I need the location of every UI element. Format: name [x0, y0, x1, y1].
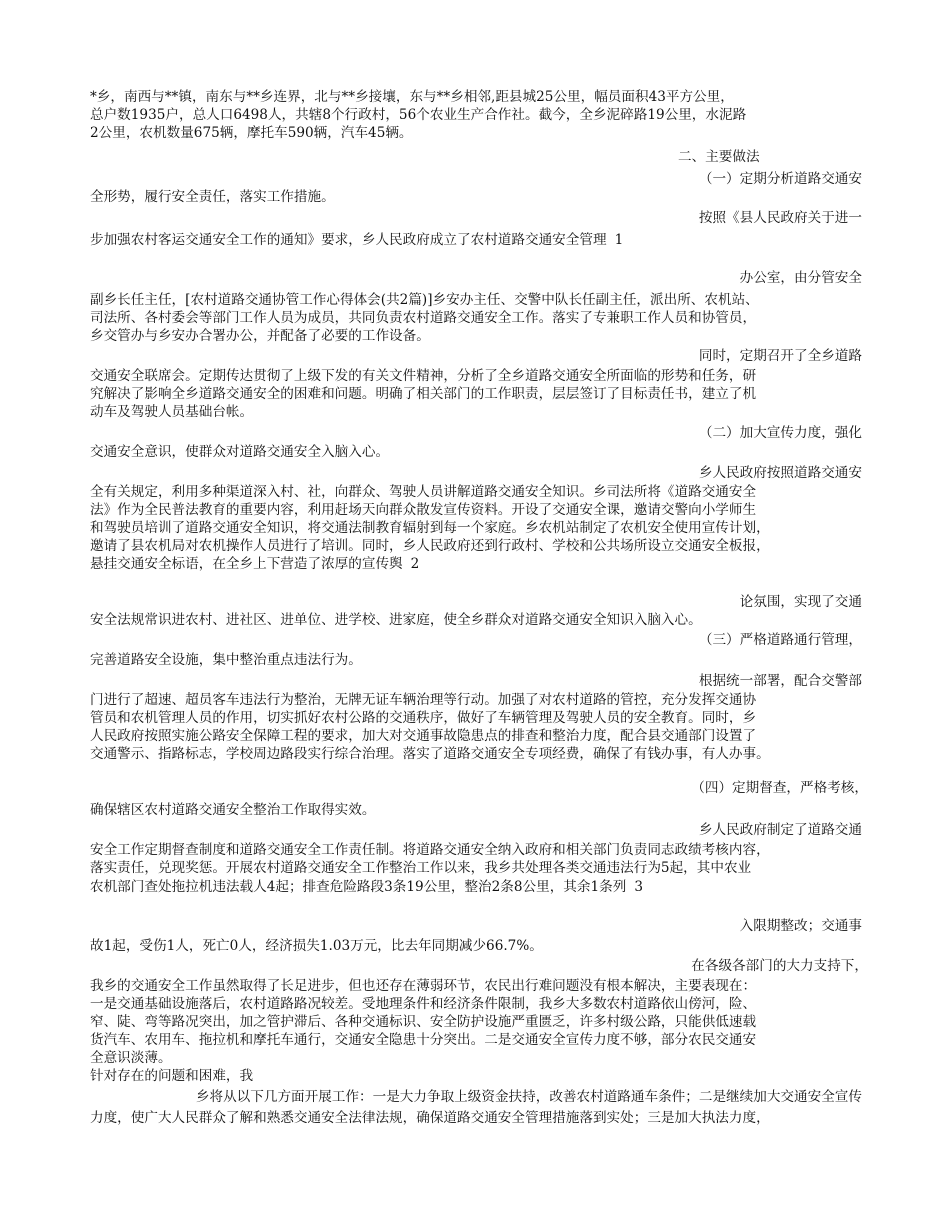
page-continuation: 论氛围，实现了交通 [739, 594, 862, 610]
paragraph-start: 在各级各部门的大力支持下， [691, 958, 868, 974]
text-line: 针对存在的问题和困难，我 [90, 1068, 254, 1084]
page-continuation: 入限期整改；交通事 [739, 918, 862, 934]
page-number: 2 [410, 556, 420, 572]
text-line: 法》作为全民普法教育的重要内容，利用赶场天向群众散发宣传资料。开设了交通安全课，邀请交警向小学师生 [90, 502, 757, 518]
page-number: 3 [634, 879, 643, 895]
subsection-heading-cont: 确保辖区农村道路交通安全整治工作取得实效。 [90, 802, 376, 818]
text-line: 总户数1935户，总人口6498人，共辖8个行政村，56个农业生产合作社。截今，全乡泥碎路19公里，水泥路 [90, 107, 747, 123]
text-line: 力度，使广大人民群众了解和熟悉交通安全法律法规，确保道路交通安全管理措施落到实处；三是加大执法力度， [90, 1110, 770, 1126]
page-continuation: 办公室，由分管安全 [739, 270, 862, 286]
text-line: 落实责任，兑现奖惩。开展农村道路交通安全工作整治工作以来，我乡共处理各类交通违法行为5起，其中农业 [90, 860, 752, 876]
text-line: 农机部门查处拖拉机违法载人4起；排查危险路段3条19公里，整治2条8公里，其余1条列 3 [90, 879, 643, 895]
text-line: 交通安全联席会。定期传达贯彻了上级下发的有关文件精神，分析了全乡道路交通安全所面临的形势和任务，研 [90, 368, 757, 384]
text-line: 2公里，农机数量675辆，摩托车590辆，汽车45辆。 [90, 125, 413, 141]
paragraph-start: 按照《县人民政府关于进一 [698, 210, 862, 226]
text-line: 交通警示、指路标志，学校周边路段实行综合治理。落实了道路交通安全专项经费，确保了有钱办事，有人办事。 [90, 746, 770, 762]
text-line: 悬挂交通安全标语，在全乡上下营造了浓厚的宣传舆 2 [90, 556, 420, 572]
text-line: 全有关规定，利用多种渠道深入村、社，向群众、驾驶人员讲解道路交通安全知识。乡司法所将《道路交通安全 [90, 484, 757, 500]
text-line: 全意识淡薄。 [90, 1050, 172, 1066]
text-line: 管员和农机管理人员的作用，切实抓好农村公路的交通秩序，做好了车辆管理及驾驶人员的安全教育。同时，乡 [90, 710, 757, 726]
subsection-heading: （四）定期督查，严格考核， [691, 780, 868, 796]
subsection-heading: （三）严格道路通行管理， [698, 632, 862, 648]
text-line: 司法所、各村委会等部门工作人员为成员，共同负责农村道路交通安全工作。落实了专兼职工作人员和协管员， [90, 310, 757, 326]
text-line: 我乡的交通安全工作虽然取得了长足进步，但也还存在薄弱环节，农民出行难问题没有根本解决，主要表现在： [90, 978, 757, 994]
paragraph-start: 乡将从以下几方面开展工作：一是大力争取上级资金扶持，改善农村道路通车条件；二是继续加大交通安全宣传 [195, 1089, 862, 1105]
text-line: 副乡长任主任，[农村道路交通协管工作心得体会(共2篇)]乡安办主任、交警中队长任副主任，派出所、农机站、 [90, 292, 759, 308]
text-line: 故1起，受伤1人，死亡0人，经济损失1.03万元，比去年同期减少66.7%。 [90, 938, 543, 954]
text-line: 步加强农村客运交通安全工作的通知》要求，乡人民政府成立了农村道路交通安全管理 1 [90, 232, 624, 248]
text-line: 门进行了超速、超员客车违法行为整治，无牌无证车辆治理等行动。加强了对农村道路的管控，充分发挥交通协 [90, 692, 757, 708]
text-line: 一是交通基础设施落后，农村道路路况较差。受地理条件和经济条件限制，我乡大多数农村道路依山傍河，险、 [90, 996, 757, 1012]
text-line: 和驾驶员培训了道路交通安全知识，将交通法制教育辐射到每一个家庭。乡农机站制定了农机安全使用宣传计划， [90, 520, 770, 536]
subsection-heading-cont: 全形势，履行安全责任，落实工作措施。 [90, 189, 335, 205]
text-line: 人民政府按照实施公路安全保障工程的要求，加大对交通事故隐患点的排查和整治力度，配合县交通部门设置了 [90, 728, 757, 744]
subsection-heading-cont: 完善道路安全设施，集中整治重点违法行为。 [90, 652, 362, 668]
page-number: 1 [614, 232, 624, 248]
paragraph-start: 乡人民政府按照道路交通安 [698, 465, 862, 481]
paragraph-start: 同时，定期召开了全乡道路 [698, 348, 862, 364]
subsection-heading: （一）定期分析道路交通安 [698, 171, 862, 187]
text-line: 安全法规常识进农村、进社区、进单位、进学校、进家庭，使全乡群众对道路交通安全知识入脑入心。 [90, 612, 702, 628]
paragraph-start: 乡人民政府制定了道路交通 [698, 822, 862, 838]
text-line: 邀请了县农机局对农机操作人员进行了培训。同时，乡人民政府还到行政村、学校和公共场所设立交通安全板报， [90, 538, 770, 554]
text-line: 安全工作定期督查制度和道路交通安全工作责任制。将道路交通安全纳入政府和相关部门负责同志政绩考核内容， [90, 842, 770, 858]
text-line: 乡交管办与乡安办合署办公，并配备了必要的工作设备。 [90, 328, 430, 344]
text-line: 究解决了影响全乡道路交通安全的困难和问题。明确了相关部门的工作职责，层层签订了目标责任书，建立了机 [90, 386, 757, 402]
text-line: 货汽车、农用车、拖拉机和摩托车通行，交通安全隐患十分突出。二是交通安全宣传力度不够，部分农民交通安 [90, 1032, 757, 1048]
section-heading: 二、主要做法 [678, 149, 760, 165]
text-line: *乡，南西与**镇，南东与**乡连界，北与**乡接壤，东与**乡相邻,距县城25公里，幅员面积43平方公里， [90, 89, 734, 105]
subsection-heading-cont: 交通安全意识，使群众对道路交通安全入脑入心。 [90, 444, 390, 460]
paragraph-start: 根据统一部署，配合交警部 [698, 673, 862, 689]
subsection-heading: （二）加大宣传力度，强化 [698, 425, 862, 441]
text-line: 窄、陡、弯等路况突出，加之管护滞后、各种交通标识、安全防护设施严重匮乏，许多村级公路，只能供低速载 [90, 1014, 757, 1030]
text-line: 动车及驾驶人员基础台帐。 [90, 404, 254, 420]
